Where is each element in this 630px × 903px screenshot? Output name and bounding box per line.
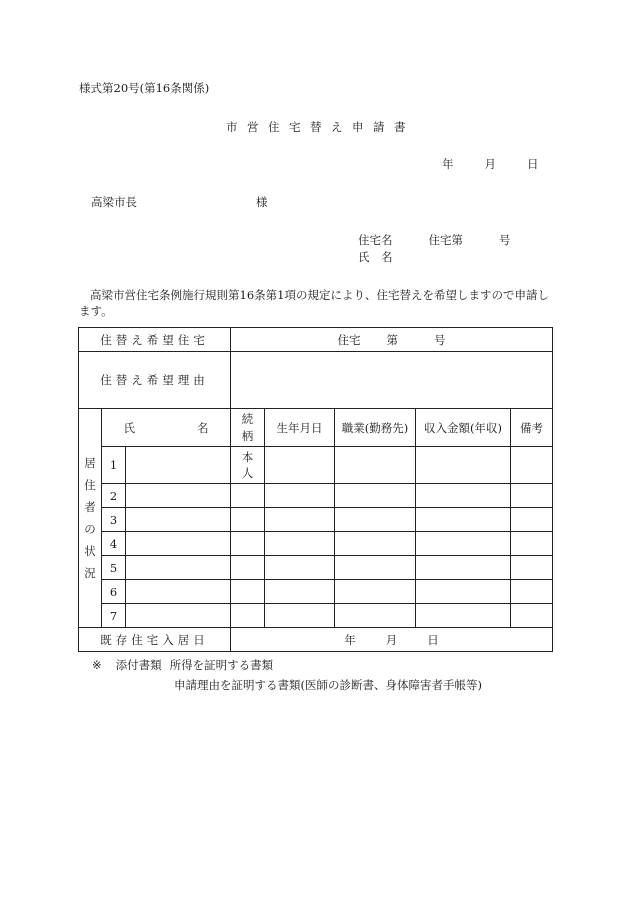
desired-housing-row	[79, 328, 553, 352]
desired-reason-row	[79, 352, 553, 409]
applicant-residence	[358, 232, 511, 248]
table-row	[79, 532, 553, 556]
table-row	[79, 447, 553, 484]
header-income: 収入金額(年収)	[416, 409, 511, 447]
attachments-line	[92, 657, 273, 673]
residence-number-suffix: 号	[499, 233, 511, 247]
attachment-item: 所得を証明する書類	[169, 658, 274, 672]
resident-birthdate	[265, 447, 335, 484]
application-table	[78, 327, 553, 652]
date-year: 年	[442, 157, 454, 171]
header-relation: 続 柄	[231, 409, 265, 447]
header-name: 氏 名	[102, 409, 231, 447]
table-row	[79, 604, 553, 628]
application-date	[442, 156, 539, 172]
attachment-item: 申請理由を証明する書類(医師の診断書、身体障害者手帳等)	[174, 678, 482, 692]
residence-number-label: 住宅第	[428, 233, 463, 247]
attachments-label: 添付書類	[115, 658, 162, 672]
row-number: 4	[102, 532, 126, 556]
date-day: 日	[527, 157, 539, 171]
row-number: 5	[102, 556, 126, 580]
row-number: 2	[102, 484, 126, 508]
housing-label: 住宅	[337, 332, 361, 347]
header-occupation: 職業(勤務先)	[335, 409, 416, 447]
housing-number-label: 第	[386, 332, 398, 347]
residence-name-label: 住宅名	[358, 233, 393, 247]
resident-income	[416, 447, 511, 484]
move-in-date: 年 月 日	[231, 628, 553, 652]
row-number: 1	[102, 447, 126, 484]
row-number: 3	[102, 508, 126, 532]
applicant-name-label: 氏 名	[358, 250, 393, 264]
header-remarks: 備考	[511, 409, 553, 447]
desired-housing-value	[231, 328, 553, 352]
form-number: 様式第20号(第16条関係)	[79, 81, 210, 95]
addressee-honorific: 様	[256, 195, 268, 209]
row-number: 7	[102, 604, 126, 628]
attachments-mark: ※	[92, 658, 102, 672]
resident-relation: 本 人	[231, 447, 265, 484]
table-row	[79, 508, 553, 532]
move-in-row	[79, 628, 553, 652]
resident-name	[126, 447, 231, 484]
addressee: 高梁市長	[91, 195, 137, 209]
table-row	[79, 484, 553, 508]
table-row	[79, 580, 553, 604]
desired-reason-value	[231, 352, 553, 409]
desired-reason-label: 住替え希望理由	[79, 352, 231, 409]
desired-housing-label: 住替え希望住宅	[79, 328, 231, 352]
document-title: 市営住宅替え申請書	[226, 120, 415, 134]
residents-status-label: 居 住 者 の 状 況	[79, 409, 102, 628]
table-row	[79, 556, 553, 580]
residents-header-row	[79, 409, 553, 447]
application-statement: 高梁市営住宅条例施行規則第16条第1項の規定により、住宅替えを希望しますので申請します。	[79, 288, 549, 318]
resident-occupation	[335, 447, 416, 484]
row-number: 6	[102, 580, 126, 604]
move-in-label: 既存住宅入居日	[79, 628, 231, 652]
resident-remarks	[511, 447, 553, 484]
header-birthdate: 生年月日	[265, 409, 335, 447]
date-month: 月	[484, 157, 496, 171]
housing-number-suffix: 号	[434, 332, 446, 347]
